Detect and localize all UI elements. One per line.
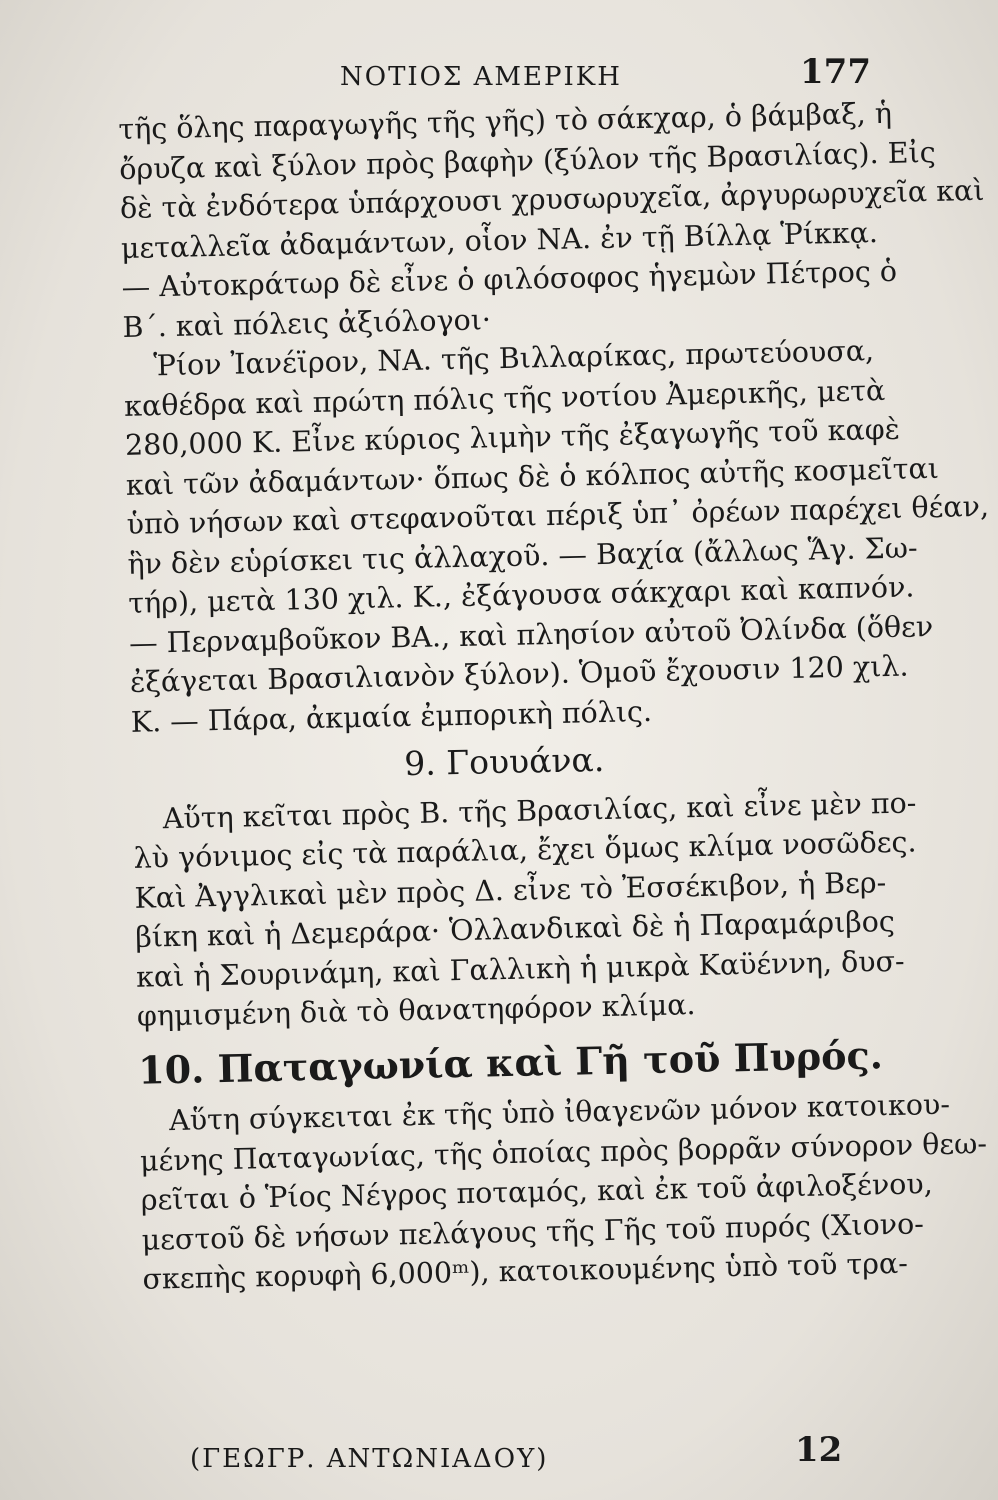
text-line: ἐξάγεται Βρασιλιανὸν ξύλον). Ὁμοῦ ἔχουσιν 120 χιλ.	[129, 649, 909, 699]
printer-signature: (ΓΕΩΓΡ. ΑΝΤΩΝΙΑΔΟΥ)	[190, 1444, 549, 1474]
sheet-number: 12	[795, 1430, 843, 1470]
text-line: τῆς ὅλης παραγωγῆς τῆς γῆς) τὸ σάκχαρ, ὁ βάμβαξ, ἡ	[118, 96, 893, 146]
text-line: μεταλλεῖα ἀδαμάντων, οἷον ΝΑ. ἐν τῇ Βίλλᾳ Ῥίκκᾳ.	[120, 215, 879, 265]
text-line: Αὕτη κεῖται πρὸς Β. τῆς Βρασιλίας, καὶ εἶνε μὲν πο-	[162, 785, 917, 835]
text-line: καὶ τῶν ἀδαμάντων· ὅπως δὲ ὁ κόλπος αὐτῆς κοσμεῖται	[125, 451, 940, 502]
text-line: Αὕτη σύγκειται ἐκ τῆς ὑπὸ ἰθαγενῶν μόνον κατοικου-	[168, 1087, 951, 1138]
page-number: 177	[800, 52, 871, 92]
text-line: ὑπὸ νήσων καὶ στεφανοῦται πέριξ ὑπ᾽ ὀρέων παρέχει θέαν,	[126, 489, 990, 541]
text-line: Β΄. καὶ πόλεις ἀξιόλογοι·	[122, 302, 492, 344]
section-heading-patagonia: 10. Παταγωνία καὶ Γῆ τοῦ Πυρός.	[137, 1031, 884, 1093]
text-line: Ῥίον Ἰανέϊρον, ΝΑ. τῆς Βιλλαρίκας, πρωτεύουσα,	[153, 334, 875, 383]
text-line: μένης Παταγωνίας, τῆς ὁποίας πρὸς βορρᾶν σύνορον θεω-	[139, 1126, 988, 1178]
text-line: ρεῖται ὁ Ῥίος Νέγρος ποταμός, καὶ ἐκ τοῦ ἀφιλοξένου,	[140, 1167, 934, 1217]
text-line: τήρ), μετὰ 130 χιλ. Κ., ἐξάγουσα σάκχαρι καὶ καπνόν.	[127, 570, 915, 620]
text-line: δὲ τὰ ἐνδότερα ὑπάρχουσι χρυσωρυχεῖα, ἀργυρωρυχεῖα καὶ	[119, 173, 985, 225]
text-line: ὄρυζα καὶ ξύλον πρὸς βαφὴν (ξύλον τῆς Βρασιλίας). Εἰς	[118, 135, 936, 186]
text-line: καὶ ἡ Σουρινάμη, καὶ Γαλλικὴ ἡ μικρὰ Καϋέννη, δυσ-	[135, 944, 905, 994]
text-line: φημισμένη διὰ τὸ θανατηφόρον κλίμα.	[136, 988, 696, 1033]
text-line: καθέδρα καὶ πρώτη πόλις τῆς νοτίου Ἀμερικῆς, μετὰ	[123, 373, 886, 423]
running-title: ΝΟΤΙΟΣ ΑΜΕΡΙΚΗ	[340, 62, 622, 92]
page-body	[118, 94, 990, 1299]
text-line: Κ. — Πάρα, ἀκμαία ἐμπορικὴ πόλις.	[130, 694, 653, 739]
text-line: λὺ γόνιμος εἰς τὰ παράλια, ἔχει ὅμως κλίμα νοσῶδες.	[133, 825, 917, 875]
text-line: μεστοῦ δὲ νήσων πελάγους τῆς Γῆς τοῦ πυρός (Χιονο-	[141, 1206, 925, 1257]
text-line: σκεπὴς κορυφὴ 6,000ᵐ), κατοικουμένης ὑπὸ τοῦ τρα-	[142, 1246, 909, 1296]
page-footer	[190, 1430, 890, 1480]
text-line: Καὶ Ἀγγλικαὶ μὲν πρὸς Δ. εἶνε τὸ Ἐσσέκιβον, ἡ Βερ-	[134, 865, 887, 915]
text-line: — Περναμβοῦκον ΒΑ., καὶ πλησίον αὐτοῦ Ὀλίνδα (ὅθεν	[128, 609, 934, 660]
section-heading-guiana: 9. Γουυάνα.	[403, 739, 605, 784]
text-line: βίκη καὶ ἡ Δεμεράρα· Ὁλλανδικαὶ δὲ ἡ Παραμάριβος	[134, 904, 896, 954]
text-line: — Αὐτοκράτωρ δὲ εἶνε ὁ φιλόσοφος ἡγεμὼν Πέτρος ὁ	[121, 254, 898, 304]
text-line: ἣν δὲν εὑρίσκει τις ἀλλαχοῦ. — Βαχία (ἄλλως Ἅγ. Σω-	[127, 530, 918, 581]
text-line: 280,000 Κ. Εἶνε κύριος λιμὴν τῆς ἐξαγωγῆς τοῦ καφὲ	[124, 412, 901, 462]
